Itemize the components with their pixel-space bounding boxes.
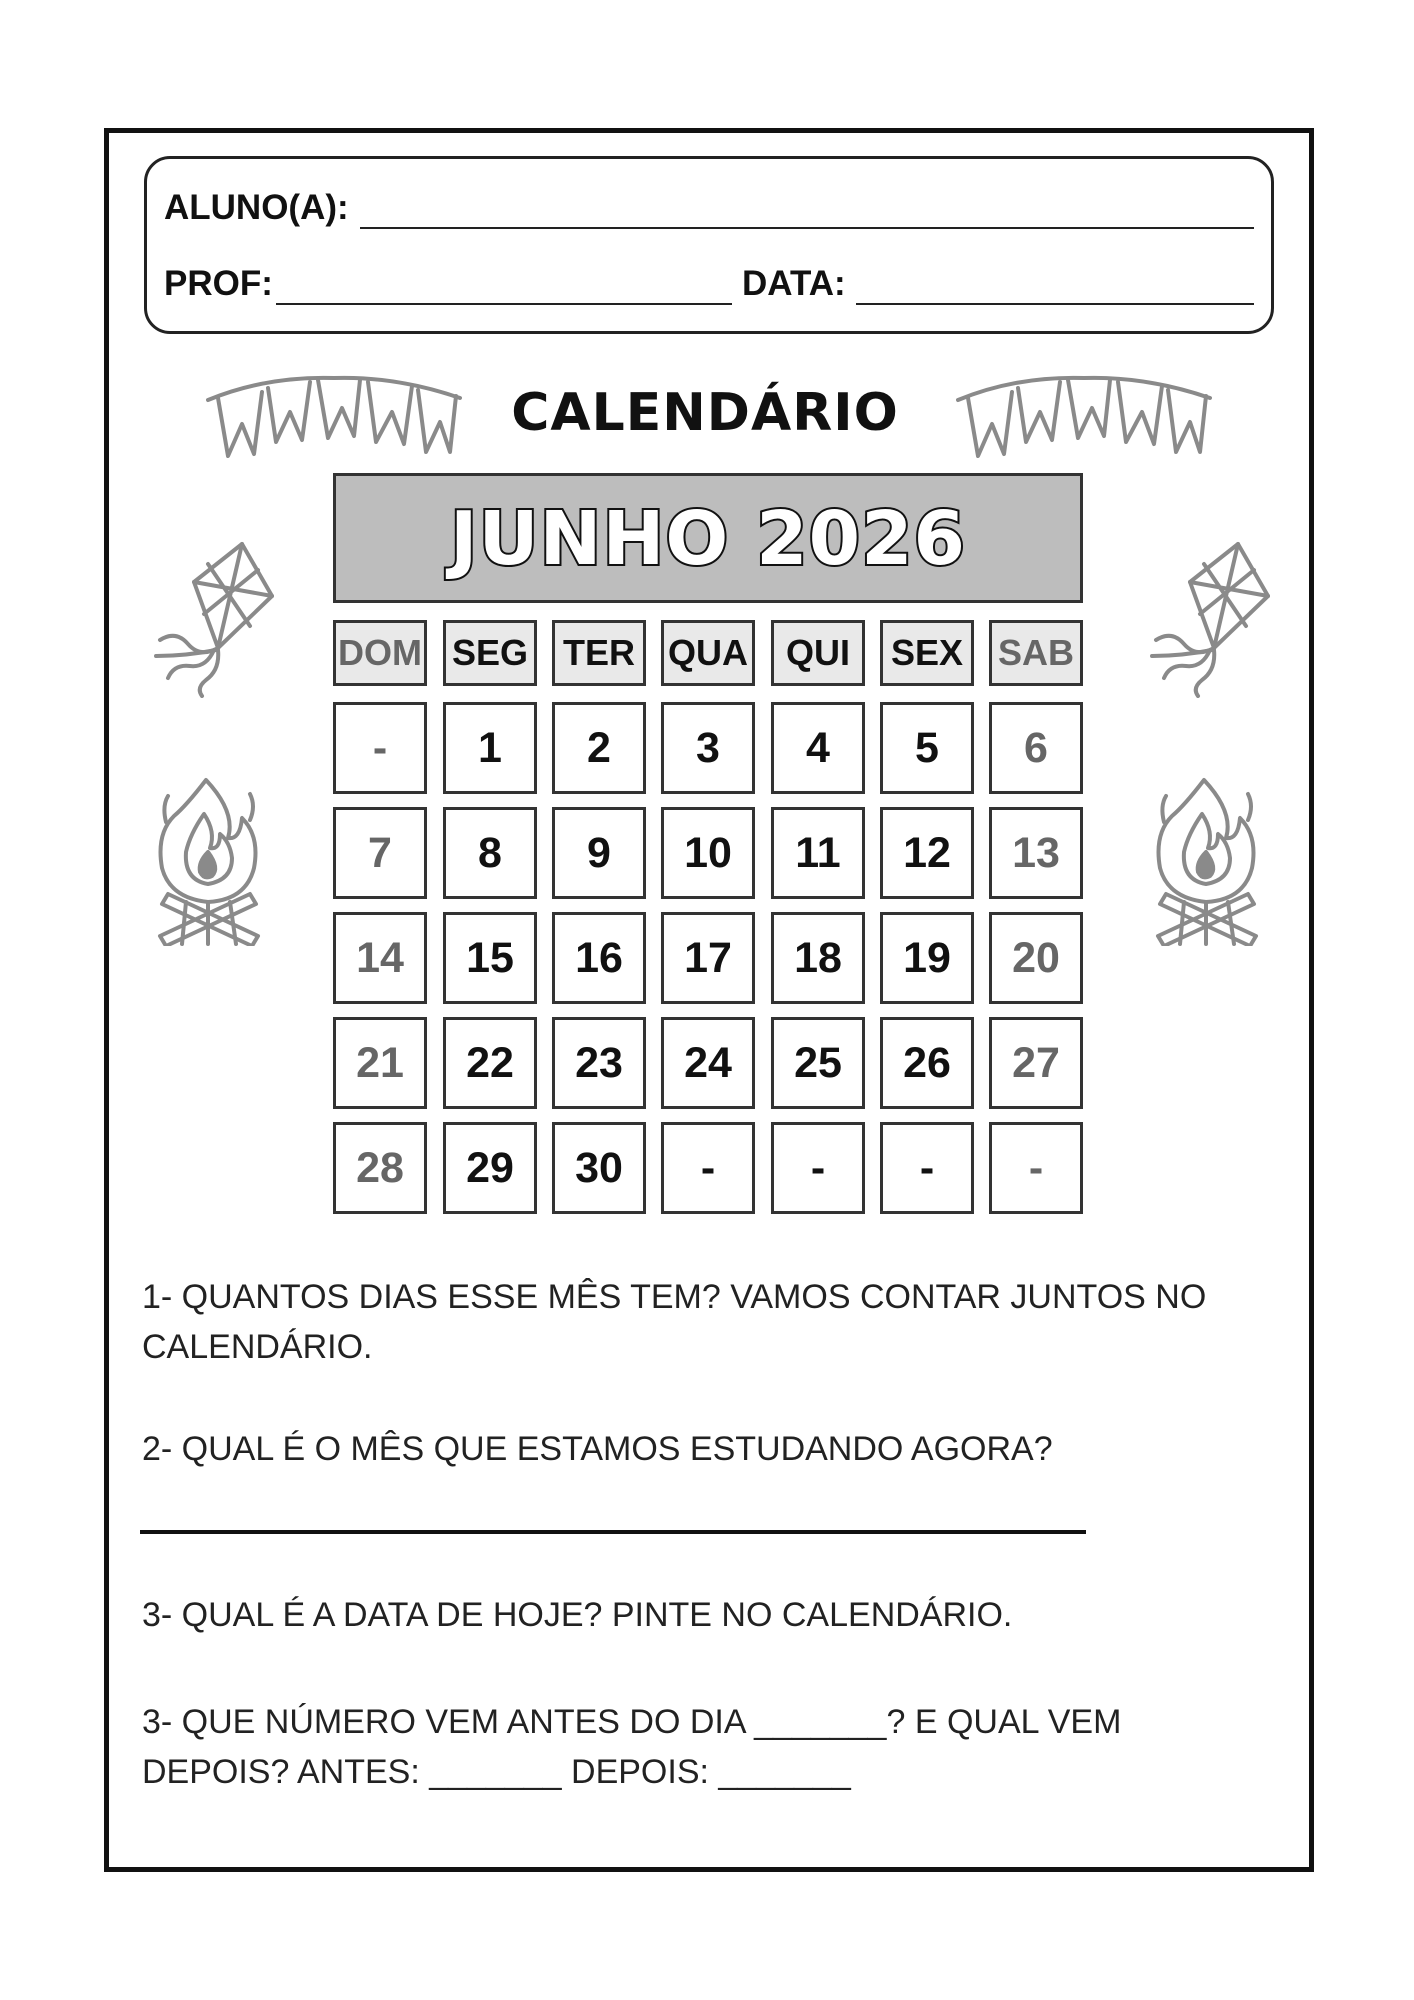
calendar-day-cell[interactable]: 25	[771, 1017, 865, 1109]
calendar-day-cell[interactable]: -	[333, 702, 427, 794]
calendar-day-cell[interactable]: 23	[552, 1017, 646, 1109]
question-3: 3- QUAL É A DATA DE HOJE? PINTE NO CALENDÁRIO.	[142, 1596, 1013, 1634]
weekday-header: SAB	[989, 620, 1083, 686]
question-1-line-1: 1- QUANTOS DIAS ESSE MÊS TEM? VAMOS CONTAR JUNTOS NO	[142, 1278, 1207, 1316]
weekday-header: TER	[552, 620, 646, 686]
student-name-label: ALUNO(A):	[164, 188, 349, 227]
teacher-field[interactable]	[276, 303, 732, 305]
calendar-day-cell[interactable]: -	[661, 1122, 755, 1214]
calendar-day-cell[interactable]: 12	[880, 807, 974, 899]
calendar-day-cell[interactable]: 9	[552, 807, 646, 899]
calendar-day-cell[interactable]: 26	[880, 1017, 974, 1109]
calendar-day-cell[interactable]: 7	[333, 807, 427, 899]
calendar-day-cell[interactable]: 3	[661, 702, 755, 794]
calendar-day-cell[interactable]: 1	[443, 702, 537, 794]
calendar-day-cell[interactable]: 6	[989, 702, 1083, 794]
question-4-line-2: DEPOIS? ANTES: _______ DEPOIS: _______	[142, 1753, 851, 1791]
bunting-flags-icon	[956, 368, 1212, 468]
calendar-day-cell[interactable]: -	[771, 1122, 865, 1214]
month-title: JUNHO 2026	[449, 496, 967, 582]
bunting-flags-icon	[206, 368, 462, 468]
calendar-day-cell[interactable]: 4	[771, 702, 865, 794]
student-info-box	[144, 156, 1274, 334]
month-banner	[333, 473, 1083, 603]
calendar-day-cell[interactable]: -	[989, 1122, 1083, 1214]
page-title: CALENDÁRIO	[511, 383, 899, 443]
calendar-day-cell[interactable]: 24	[661, 1017, 755, 1109]
bonfire-icon	[146, 776, 272, 946]
calendar-day-cell[interactable]: 13	[989, 807, 1083, 899]
calendar-day-cell[interactable]: 15	[443, 912, 537, 1004]
calendar-day-cell[interactable]: 29	[443, 1122, 537, 1214]
calendar-day-cell[interactable]: 27	[989, 1017, 1083, 1109]
calendar-day-cell[interactable]: 17	[661, 912, 755, 1004]
calendar-day-cell[interactable]: 2	[552, 702, 646, 794]
bonfire-icon	[1144, 776, 1270, 946]
calendar-day-cell[interactable]: 28	[333, 1122, 427, 1214]
calendar-day-cell[interactable]: 16	[552, 912, 646, 1004]
calendar-day-cell[interactable]: 19	[880, 912, 974, 1004]
weekday-header: SEG	[443, 620, 537, 686]
calendar-day-cell[interactable]: 5	[880, 702, 974, 794]
question-4-line-1: 3- QUE NÚMERO VEM ANTES DO DIA _______? E QUAL VEM	[142, 1703, 1122, 1741]
calendar-day-cell[interactable]: 10	[661, 807, 755, 899]
date-label: DATA:	[742, 264, 846, 303]
weekday-header: SEX	[880, 620, 974, 686]
date-field[interactable]	[856, 303, 1254, 305]
kite-icon	[1142, 538, 1272, 698]
weekday-header: QUA	[661, 620, 755, 686]
question-2-answer-line[interactable]	[140, 1530, 1086, 1534]
calendar-day-cell[interactable]: 21	[333, 1017, 427, 1109]
calendar-day-cell[interactable]: 18	[771, 912, 865, 1004]
calendar-day-cell[interactable]: 8	[443, 807, 537, 899]
calendar-day-cell[interactable]: 22	[443, 1017, 537, 1109]
question-1-line-2: CALENDÁRIO.	[142, 1328, 373, 1366]
calendar-day-cell[interactable]: -	[880, 1122, 974, 1214]
question-2: 2- QUAL É O MÊS QUE ESTAMOS ESTUDANDO AGORA?	[142, 1430, 1053, 1468]
student-name-field[interactable]	[360, 227, 1254, 229]
teacher-label: PROF:	[164, 264, 273, 303]
weekday-header: DOM	[333, 620, 427, 686]
calendar-day-cell[interactable]: 20	[989, 912, 1083, 1004]
calendar-day-cell[interactable]: 14	[333, 912, 427, 1004]
calendar-day-cell[interactable]: 30	[552, 1122, 646, 1214]
kite-icon	[146, 538, 276, 698]
weekday-header: QUI	[771, 620, 865, 686]
calendar-day-cell[interactable]: 11	[771, 807, 865, 899]
